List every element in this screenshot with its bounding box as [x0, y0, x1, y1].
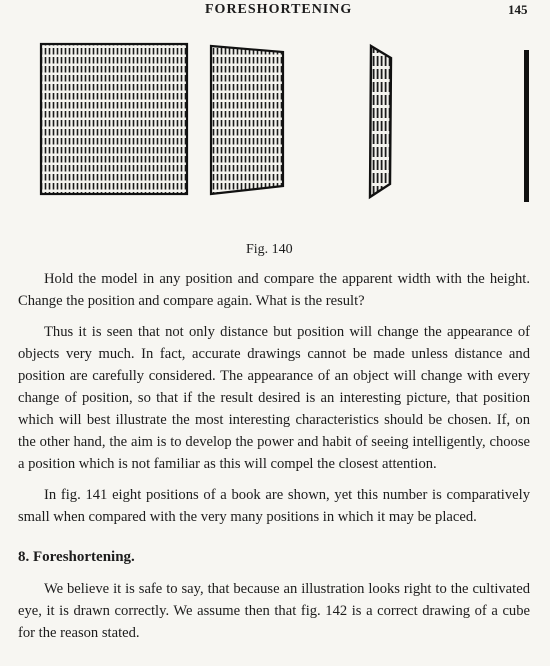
running-head [0, 2, 550, 22]
figure-140 [0, 30, 550, 257]
paragraph-1: Hold the model in any position and compare the apparent width with the height. Change the position and compare again. What is the result? [18, 271, 530, 309]
page-number: 145 [508, 2, 528, 17]
figure-illustration [0, 30, 550, 210]
paragraph-2: Thus it is seen that not only distance but position will change the appearance of objects very much. In fact, accurate drawings cannot be made unless distance and position are carefully considered. The appearance of an object will change with every change of position, so that if the result desired is an interesting picture, that position which will best illustrate the most interesting characteristics should be chosen. If, on the other hand, the aim is to develop the power and habit of seeing intelligently, choose a position which is not familiar as this will compel the closest attention. [18, 324, 530, 472]
section-paragraph: We believe it is safe to say, that because an illustration looks right to the cultivated eye, it is drawn correctly. We assume then that fig. 142 is a correct drawing of a cube for the reason stated. [18, 581, 530, 641]
panel-edge-on [524, 50, 529, 202]
running-head-title: FORESHORTENING [205, 2, 353, 17]
body-text [18, 268, 530, 653]
figure-caption: Fig. 140 [246, 242, 293, 257]
panel-turned-slight [211, 46, 283, 194]
panel-turned-strong [370, 46, 391, 197]
section-heading: 8. Foreshortening. [18, 549, 135, 565]
panel-frontal [41, 44, 187, 194]
paragraph-3: In fig. 141 eight positions of a book are shown, yet this number is comparatively small when compared with the very many positions in which it may be placed. [18, 487, 530, 525]
